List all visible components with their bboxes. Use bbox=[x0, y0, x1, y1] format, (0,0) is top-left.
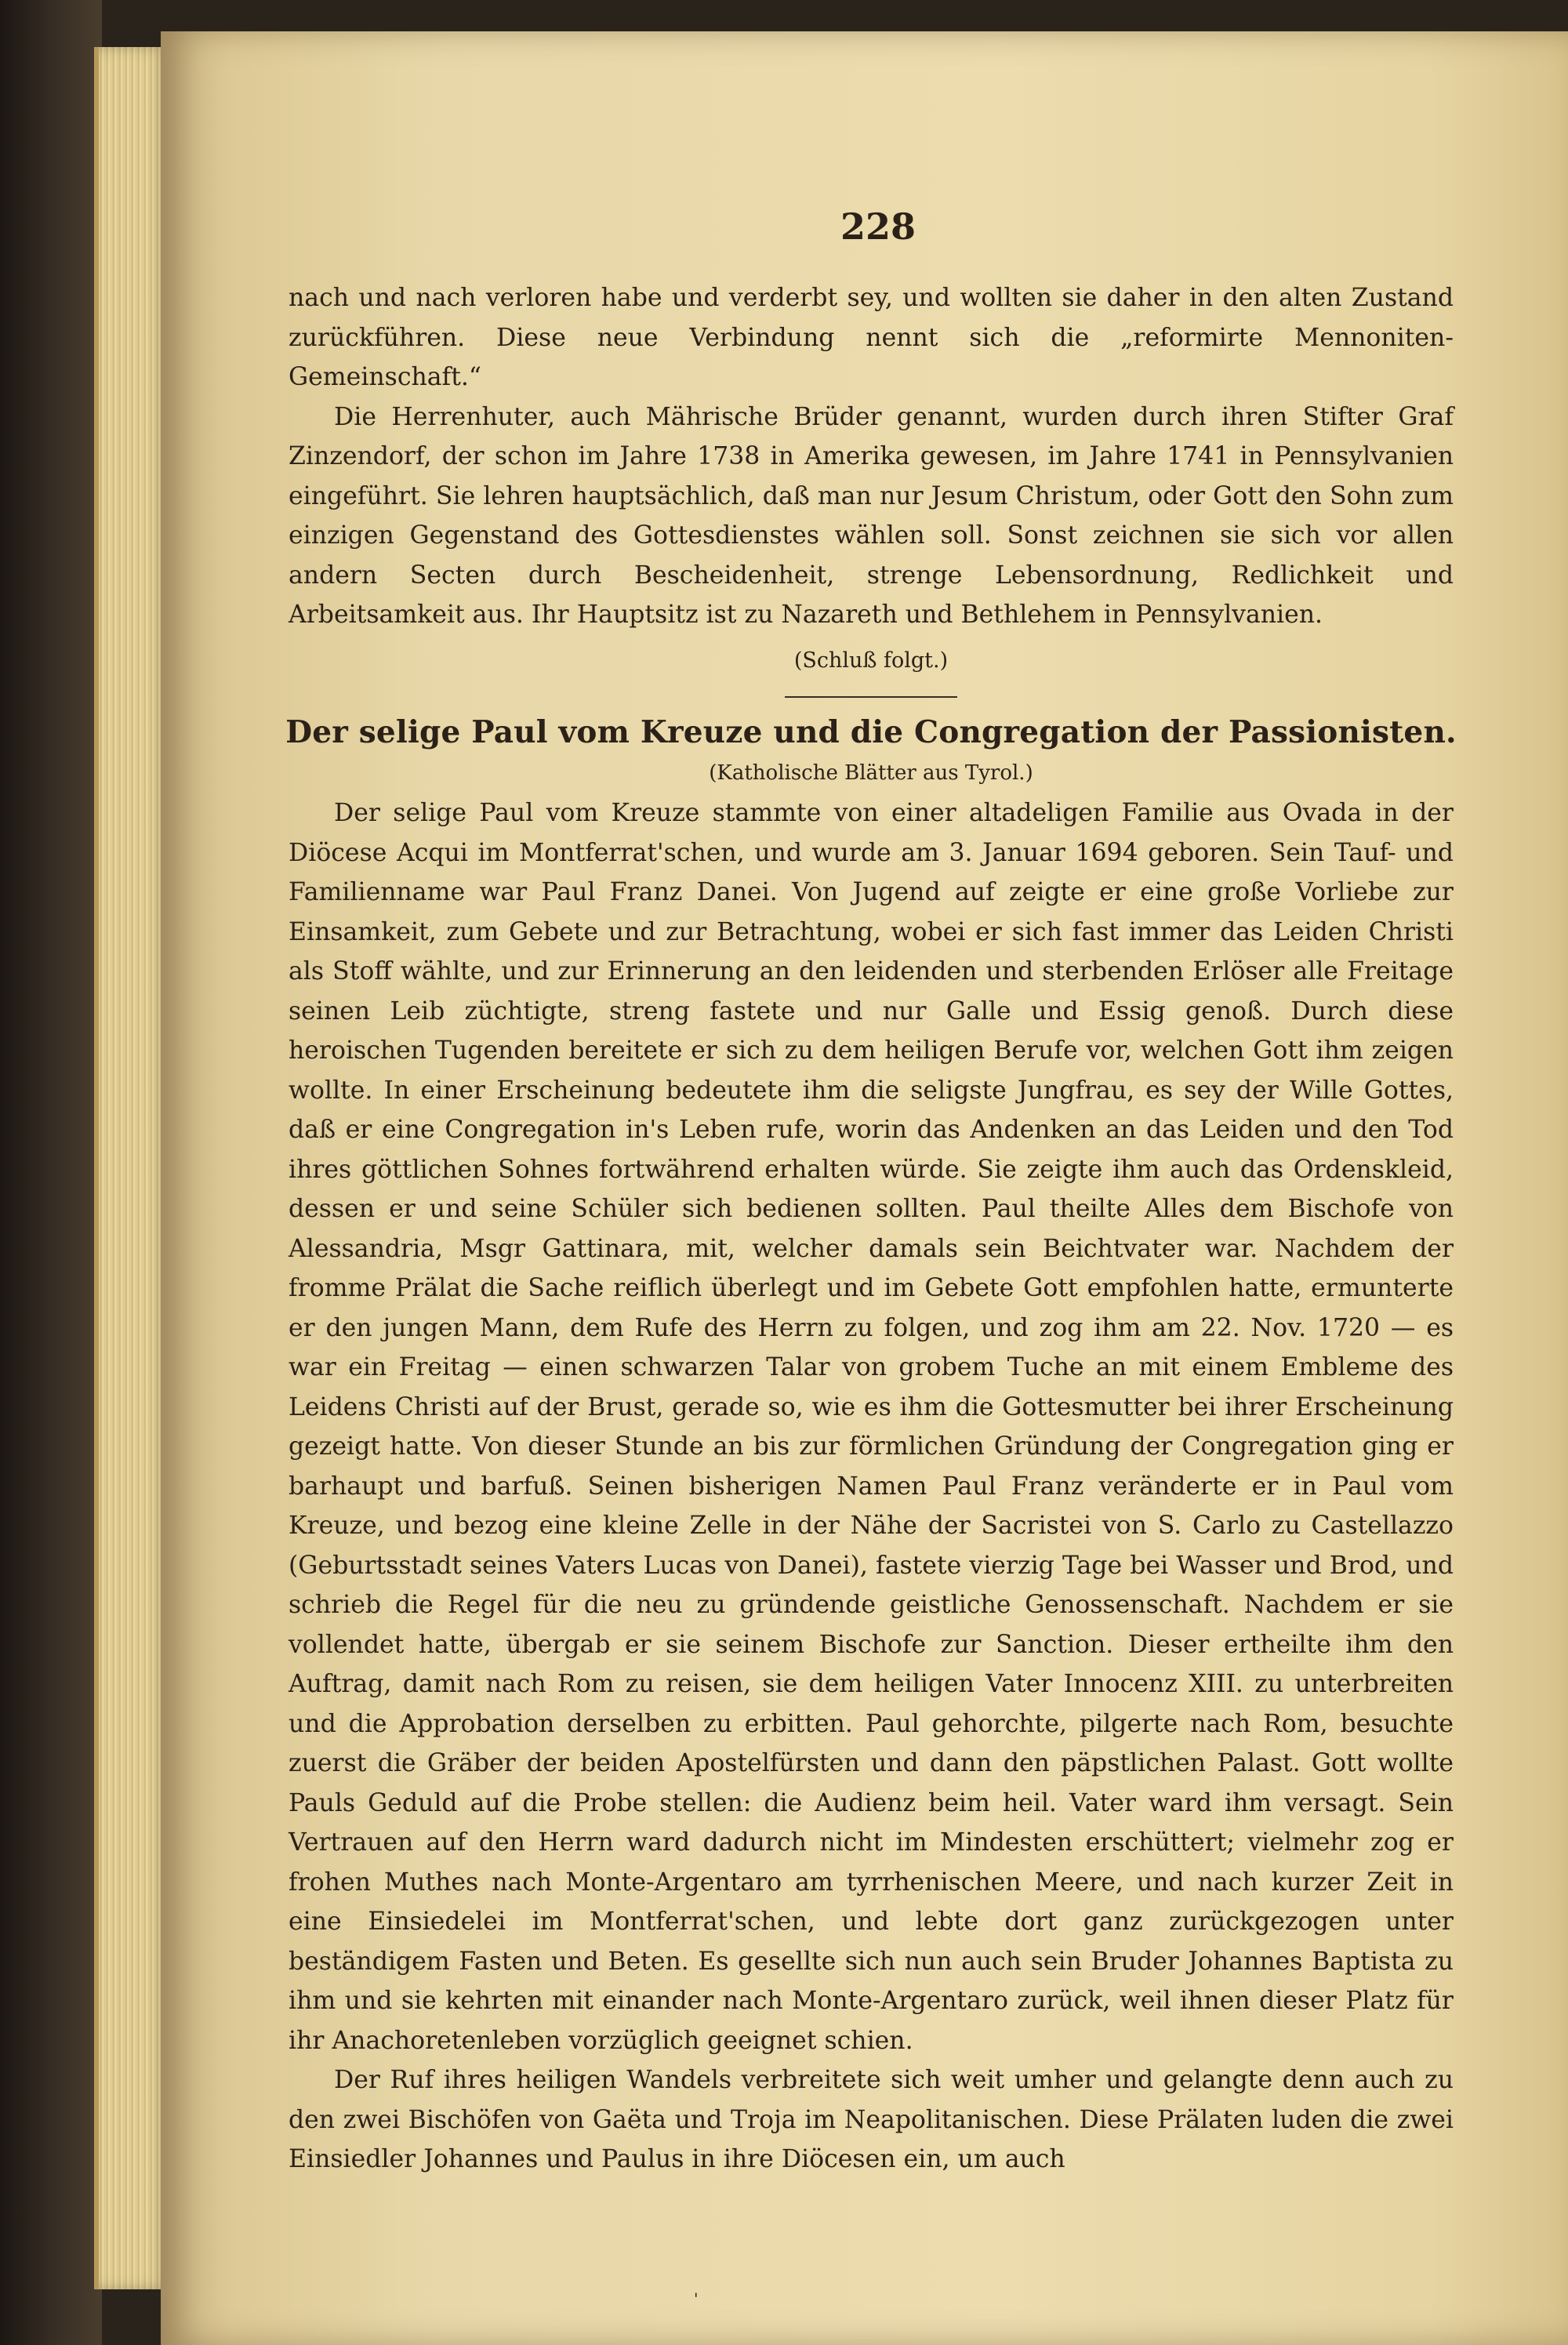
article-title: Der selige Paul vom Kreuze und die Congregation der Passionisten. bbox=[285, 714, 1457, 750]
page-stack-edges bbox=[94, 47, 169, 2289]
continued-note: (Schluß folgt.) bbox=[793, 648, 949, 673]
prev-article-paragraph-2: Die Herrenhuter, auch Mährische Brüder genannt, wurden durch ihren Stifter Graf Zinzendorf, der schon im Jahre 1738 in Amerika gewesen, im Jahre 1741 in Pennsylvanien eingeführt. Sie lehren hauptsächlich, daß man nur Jesum Christum, oder Gott den Sohn zum einzigen Gegenstand des Gottesdienstes wählen soll. Sonst zeichnen sie sich vor allen andern Secten durch Bescheidenheit, strenge Lebensordnung, Redlichkeit und Arbeitsamkeit aus. Ihr Hauptsitz ist zu Nazareth und Bethlehem in Pennsylvanien. bbox=[289, 402, 1454, 629]
article-source: (Katholische Blätter aus Tyrol.) bbox=[709, 761, 1033, 785]
footer-mark: ' bbox=[694, 2289, 699, 2308]
article-paragraph-1: Der selige Paul vom Kreuze stammte von einer altadeligen Familie aus Ovada in der Diöcese Acqui im Montferrat'schen, und wurde am 3. Januar 1694 geboren. Sein Tauf- und Familienname war Paul Franz Danei. Von Jugend auf zeigte er eine große Vorliebe zur Einsamkeit, zum Gebete und zur Betrachtung, wobei er sich fast immer das Leiden Christi als Stoff wählte, und zur Erinnerung an den leidenden und sterbenden Erlöser alle Freitage seinen Leib züchtigte, streng fastete und nur Galle und Essig genoß. Durch diese heroischen Tugenden bereitete er sich zu dem heiligen Berufe vor, welchen Gott ihm zeigen wollte. In einer Erscheinung bedeutete ihm die seligste Jungfrau, es sey der Wille Gottes, daß er eine Congregation in's Leben rufe, worin das Andenken an das Leiden und den Tod ihres göttlichen Sohnes fortwährend erhalten würde. Sie zeigte ihm auch das Ordenskleid, dessen er und seine Schüler sich bedienen sollten. Paul theilte Alles dem Bischofe von Alessandria, Msgr Gattinara, mit, welcher damals sein Beichtvater war. Nachdem der fromme Prälat die Sache reiflich überlegt und im Gebete Gott empfohlen hatte, ermunterte er den jungen Mann, dem Rufe des Herrn zu folgen, und zog ihm am 22. Nov. 1720 — es war ein Freitag — einen schwarzen Talar von grobem Tuche an mit einem Embleme des Leidens Christi auf der Brust, gerade so, wie es ihm die Gottesmutter bei ihrer Erscheinung gezeigt hatte. Von dieser Stunde an bis zur förmlichen Gründung der Congregation ging er barhaupt und barfuß. Seinen bisherigen Namen Paul Franz veränderte er in Paul vom Kreuze, und bezog eine kleine Zelle in der Nähe der Sacristei von S. Carlo zu Castellazzo (Geburtsstadt seines Vaters Lucas von Danei), fastete vierzig Tage bei Wasser und Brod, und schrieb die Regel für die neu zu gründende geistliche Genossenschaft. Nachdem er sie vollendet hatte, übergab er sie seinem Bischofe zur Sanction. Dieser ertheilte ihm den Auftrag, damit nach Rom zu reisen, sie dem heiligen Vater Innocenz XIII. zu unterbreiten und die Approbation derselben zu erbitten. Paul gehorchte, pilgerte nach Rom, besuchte zuerst die Gräber der beiden Apostelfürsten und dann den päpstlichen Palast. Gott wollte Pauls Geduld auf die Probe stellen: die Audienz beim heil. Vater ward ihm versagt. Sein Vertrauen auf den Herrn ward dadurch nicht im Mindesten erschüttert; vielmehr zog er frohen Muthes nach Monte-Argentaro am tyrrhenischen Meere, und nach kurzer Zeit in eine Einsiedelei im Montferrat'schen, und lebte dort ganz zurückgezogen unter beständigem Fasten und Beten. Es gesellte sich nun auch sein Bruder Johannes Baptista zu ihm und sie kehrten mit einander nach Monte-Argentaro zurück, weil ihnen dieser Platz für ihr Anachoretenleben vorzüglich geeignet schien. bbox=[289, 799, 1454, 2055]
section-divider bbox=[785, 696, 957, 698]
article-paragraph-2: Der Ruf ihres heiligen Wandels verbreitete sich weit umher und gelangte denn auch zu den zwei Bischöfen von Gaëta und Troja im Neapolitanischen. Diese Prälaten luden die zwei Einsiedler Johannes und Paulus in ihre Diöcesen ein, um auch bbox=[289, 2066, 1454, 2173]
prev-article-paragraph-1: nach und nach verloren habe und verderbt sey, und wollten sie daher in den alten Zustand zurückführen. Diese neue Verbindung nennt sich die „reformirte Mennoniten-Gemeinschaft.“ bbox=[289, 284, 1454, 391]
page-number: 228 bbox=[840, 205, 916, 248]
book-cover-edge bbox=[0, 0, 102, 2345]
text-column bbox=[285, 278, 1457, 2180]
